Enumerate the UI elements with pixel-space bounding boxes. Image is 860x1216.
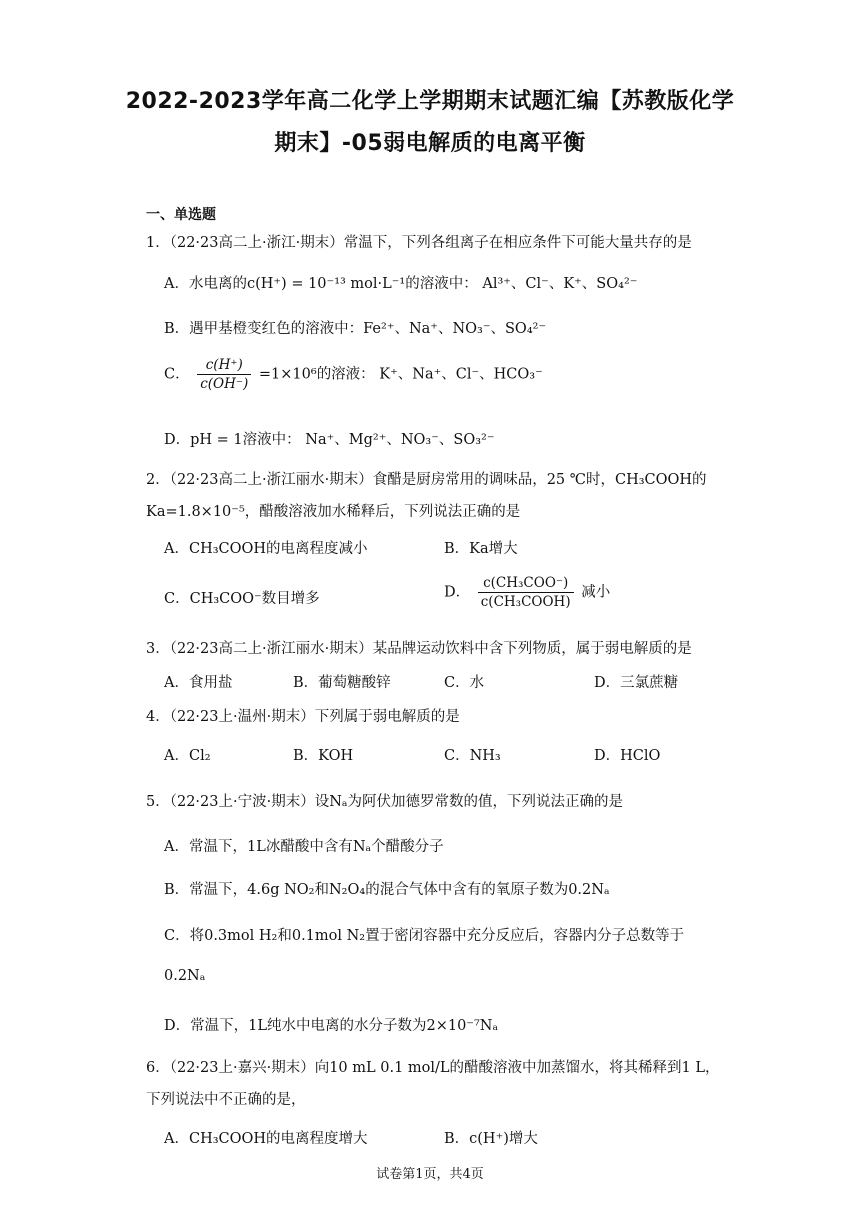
- q1-c-fraction: [197, 356, 251, 393]
- q1-option-a: [164, 272, 637, 293]
- q2-d-numerator: c(CH₃COO⁻): [478, 574, 574, 593]
- q6-stem-line1: 6．（22·23上·嘉兴·期末）向10 mL 0.1 mol/L的醋酸溶液中加蒸馏水，将其稀释到1 L，: [146, 1060, 720, 1076]
- q1-stem: 1．（22·23高二上·浙江·期末）常温下，下列各组离子在相应条件下可能大量共存的是: [146, 235, 692, 251]
- q3-option-b: B．葡萄糖酸锌: [293, 675, 391, 691]
- q1-a-prefix: A．水电离的: [164, 276, 247, 292]
- q1-d-condition: pH = 1: [190, 432, 243, 448]
- q2-stem-line1: 2．（22·23高二上·浙江丽水·期末）食醋是厨房常用的调味品，25 ℃时，CH₃COOH的: [146, 472, 707, 488]
- q1-c-equals: =1×10⁶: [258, 366, 317, 383]
- q4-option-a: A．Cl₂: [164, 748, 211, 764]
- q2-option-d: [444, 574, 610, 611]
- document-title-line1: 2022-2023学年高二化学上学期期末试题汇编【苏教版化学: [125, 89, 735, 114]
- q3-option-d: D．三氯蔗糖: [594, 675, 679, 691]
- document-title-line2: 期末】-05弱电解质的电离平衡: [274, 131, 586, 156]
- q2-d-denominator: c(CH₃COOH): [480, 594, 571, 610]
- q1-d-prefix: D．: [164, 432, 191, 448]
- q1-option-c: [164, 356, 543, 393]
- q1-c-prefix: C．: [164, 366, 190, 383]
- q5-option-c-line2: 0.2Nₐ: [164, 968, 206, 984]
- q1-c-numerator: c(H⁺): [197, 356, 251, 375]
- q2-d-prefix: D．: [444, 584, 471, 601]
- q2-option-c: C．CH₃COO⁻数目增多: [164, 591, 320, 607]
- q2-stem-line2: Ka=1.8×10⁻⁵，醋酸溶液加水稀释后，下列说法正确的是: [146, 504, 521, 520]
- q1-b-ions: Fe²⁺、Na⁺、NO₃⁻、SO₄²⁻: [363, 321, 547, 337]
- q4-option-d: D．HClO: [594, 748, 661, 764]
- q2-option-b: B．Ka增大: [444, 541, 518, 557]
- q2-option-a: A．CH₃COOH的电离程度减小: [164, 541, 368, 557]
- q1-option-d: [164, 428, 495, 449]
- q4-stem: 4．（22·23上·温州·期末）下列属于弱电解质的是: [146, 709, 460, 725]
- q4-option-c: C．NH₃: [444, 748, 501, 764]
- q1-c-ions: K⁺、Na⁺、Cl⁻、HCO₃⁻: [379, 366, 543, 383]
- q3-option-a: A．食用盐: [164, 675, 233, 691]
- q1-option-b: [164, 317, 546, 338]
- q5-option-c-line1: C．将0.3mol H₂和0.1mol N₂置于密闭容器中充分反应后，容器内分子总数等于: [164, 928, 685, 944]
- section-heading: 一、单选题: [146, 207, 216, 223]
- q1-d-suffix: 溶液中：: [242, 432, 301, 448]
- q1-c-denominator: c(OH⁻): [200, 376, 249, 392]
- q1-a-ions: Al³⁺、Cl⁻、K⁺、SO₄²⁻: [482, 276, 638, 292]
- q3-stem: 3．（22·23高二上·浙江丽水·期末）某品牌运动饮料中含下列物质，属于弱电解质的是: [146, 641, 692, 657]
- q5-option-d: D．常温下，1L纯水中电离的水分子数为2×10⁻⁷Nₐ: [164, 1018, 499, 1034]
- q5-option-b: B．常温下，4.6g NO₂和N₂O₄的混合气体中含有的氧原子数为0.2Nₐ: [164, 882, 610, 898]
- q2-d-suffix: 减小: [581, 584, 611, 601]
- q4-option-b: B．KOH: [293, 748, 354, 764]
- q3-option-c: C．水: [444, 675, 485, 691]
- q1-c-suffix: 的溶液：: [316, 366, 375, 383]
- q2-d-fraction: [478, 574, 574, 611]
- page-footer: 试卷第1页，共4页: [376, 1167, 484, 1182]
- q6-stem-line2: 下列说法中不正确的是，: [146, 1092, 306, 1108]
- q1-a-condition: c(H⁺) = 10⁻¹³ mol·L⁻¹: [246, 276, 406, 292]
- q1-a-suffix: 的溶液中：: [405, 276, 478, 292]
- q1-d-ions: Na⁺、Mg²⁺、NO₃⁻、SO₃²⁻: [305, 432, 495, 448]
- q1-b-prefix: B．遇甲基橙变红色的溶液中：: [164, 321, 364, 337]
- q5-option-a: A．常温下，1L冰醋酸中含有Nₐ个醋酸分子: [164, 839, 444, 855]
- q6-option-a: A．CH₃COOH的电离程度增大: [164, 1131, 368, 1147]
- q6-option-b: B．c(H⁺)增大: [444, 1131, 538, 1147]
- q5-stem: 5．（22·23上·宁波·期末）设Nₐ为阿伏加德罗常数的值，下列说法正确的是: [146, 794, 623, 810]
